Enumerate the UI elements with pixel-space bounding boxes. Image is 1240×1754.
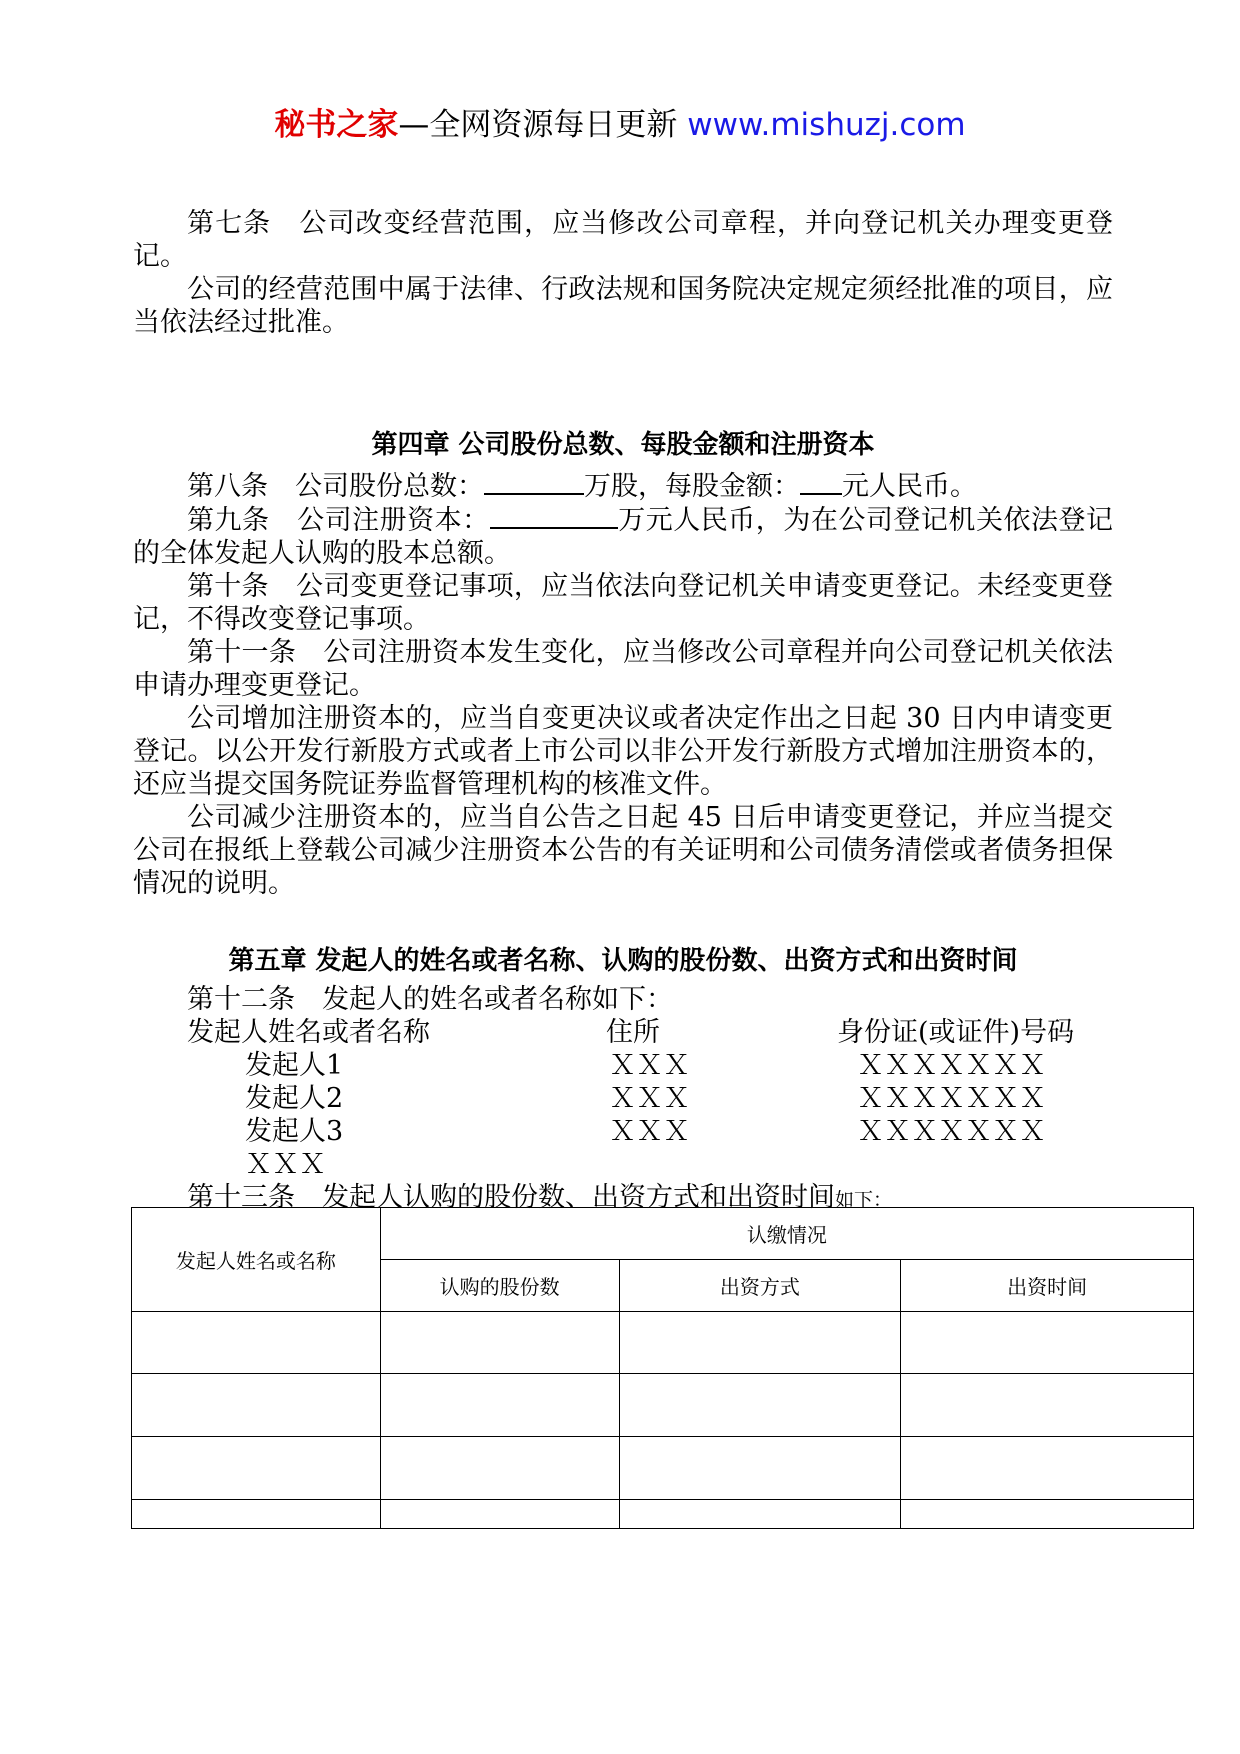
table-cell[interactable] (901, 1437, 1194, 1500)
article-12: 第十二条 发起人的姓名或者名称如下： (187, 984, 673, 1015)
table-row (132, 1500, 1194, 1529)
chapter-5-title: 第五章 发起人的姓名或者名称、认购的股份数、出资方式和出资时间 (228, 946, 1018, 976)
founder-name: 发起人1 (245, 1050, 344, 1081)
chapter-4-title: 第四章 公司股份总数、每股金额和注册资本 (371, 430, 875, 460)
article-8-text-1: 第八条 公司股份总数： (187, 471, 484, 502)
article-9-text-2: 万元人民币，为在公司登记机关依法登记的全体发起人认购的股本总额。 (133, 505, 1114, 569)
founder-address: ＸＸＸ (609, 1050, 690, 1081)
founder-address: ＸＸＸ (609, 1116, 690, 1147)
founder-row (133, 1049, 1113, 1082)
table-cell[interactable] (619, 1312, 901, 1374)
table-cell[interactable] (380, 1312, 619, 1374)
table-cell[interactable] (132, 1500, 381, 1529)
table-cell[interactable] (901, 1312, 1194, 1374)
table-cell[interactable] (619, 1500, 901, 1529)
founder-trailing-text: ＸＸＸ (245, 1149, 326, 1180)
table-row (132, 1374, 1194, 1437)
shares-column-header: 认购的股份数 (380, 1260, 619, 1312)
founder-column-headers (133, 1016, 1113, 1049)
founder-trailing-row (133, 1148, 1113, 1181)
table-cell[interactable] (380, 1500, 619, 1529)
method-column-header: 出资方式 (619, 1260, 901, 1312)
table-cell[interactable] (132, 1312, 381, 1374)
table-cell[interactable] (132, 1437, 381, 1500)
table-cell[interactable] (380, 1374, 619, 1437)
table-cell[interactable] (619, 1437, 901, 1500)
subscription-group-header: 认缴情况 (380, 1208, 1193, 1260)
founder-id: ＸＸＸＸＸＸＸ (857, 1083, 1046, 1114)
founder-row (133, 1082, 1113, 1115)
founder-id-header: 身份证(或证件)号码 (837, 1017, 1075, 1048)
founder-id: ＸＸＸＸＸＸＸ (857, 1116, 1046, 1147)
table-header-row (132, 1208, 1194, 1260)
article-13-text: 第十三条 发起人认购的股份数、出资方式和出资时间 (187, 1182, 835, 1213)
time-column-header: 出资时间 (901, 1260, 1194, 1312)
site-url-link[interactable]: www.mishuzj.com (687, 107, 966, 143)
founder-name-header: 发起人姓名或者名称 (187, 1017, 430, 1048)
founder-address: ＸＸＸ (609, 1083, 690, 1114)
subscription-table (131, 1207, 1194, 1529)
table-cell[interactable] (380, 1437, 619, 1500)
founder-name: 发起人2 (245, 1083, 344, 1114)
share-value-blank (800, 469, 842, 495)
registered-capital-blank (490, 503, 618, 529)
site-header (0, 103, 1240, 147)
article-8-text-2: 万股，每股金额： (584, 471, 800, 502)
article-11-paragraph-2: 公司增加注册资本的，应当自变更决议或者决定作出之日起 30 日内申请变更登记。以公开发行新股方式或者上市公司以非公开发行新股方式增加注册资本的，还应当提交国务院证券监督管理机构的核准文件。 (133, 703, 1113, 800)
table-row (132, 1437, 1194, 1500)
founder-address-header: 住所 (606, 1017, 660, 1048)
header-tagline: —全网资源每日更新 (398, 107, 688, 143)
article-11-paragraph-3: 公司减少注册资本的，应当自公告之日起 45 日后申请变更登记，并应当提交公司在报纸上登载公司减少注册资本公告的有关证明和公司债务清偿或者债务担保情况的说明。 (133, 802, 1113, 899)
table-cell[interactable] (619, 1374, 901, 1437)
table-row (132, 1312, 1194, 1374)
share-count-blank (484, 469, 584, 495)
founder-name: 发起人3 (245, 1116, 344, 1147)
document-body (133, 207, 1113, 1217)
article-10: 第十条 公司变更登记事项，应当依法向登记机关申请变更登记。未经变更登记，不得改变登记事项。 (133, 571, 1113, 635)
brand-name: 秘书之家 (274, 107, 399, 143)
article-13-suffix: 如下： (835, 1189, 893, 1211)
article-8-text-3: 元人民币。 (842, 471, 977, 502)
article-7-paragraph-1: 第七条 公司改变经营范围，应当修改公司章程，并向登记机关办理变更登记。 (133, 208, 1113, 272)
table-cell[interactable] (901, 1374, 1194, 1437)
table-cell[interactable] (901, 1500, 1194, 1529)
founder-row (133, 1115, 1113, 1148)
article-9 (133, 503, 1113, 570)
founder-name-column-header: 发起人姓名或名称 (132, 1208, 381, 1312)
article-7-paragraph-2: 公司的经营范围中属于法律、行政法规和国务院决定规定须经批准的项目，应当依法经过批准。 (133, 274, 1113, 338)
article-8 (133, 469, 1113, 503)
founder-id: ＸＸＸＸＸＸＸ (857, 1050, 1046, 1081)
table-cell[interactable] (132, 1374, 381, 1437)
article-11: 第十一条 公司注册资本发生变化，应当修改公司章程并向公司登记机关依法申请办理变更登记。 (133, 637, 1113, 701)
article-9-text-1: 第九条 公司注册资本： (187, 505, 490, 536)
